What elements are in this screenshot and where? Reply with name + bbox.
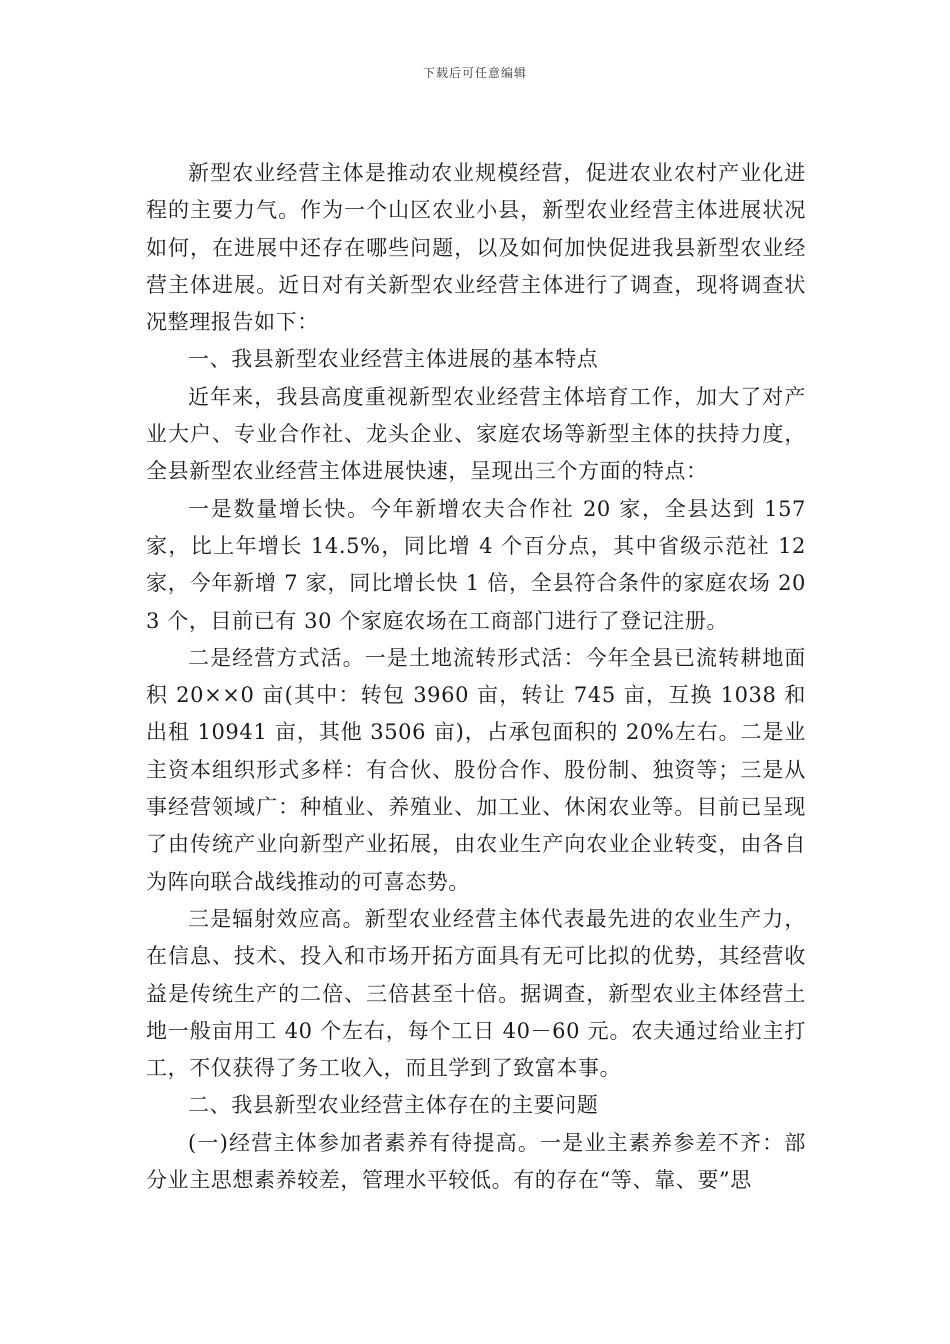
paragraph-point-2: 二是经营方式活。一是土地流转形式活：今年全县已流转耕地面积 20××0 亩(其中：转包 3960 亩，转让 745 亩，互换 1038 和出租 10941 亩，其他 3506 亩)，占承包面积的 20%左右。二是业主资本组织形式多样：有合伙、股份合作、股份制、独资等；三是从事经营领域广：种植业、养殖业、加工业、休闲农业等。目前已呈现了由传统产业向新型产业拓展，由农业生产向农业企业转变，由各自为阵向联合战线推动的可喜态势。 <box>146 645 806 894</box>
section-heading-1: 一、我县新型农业经营主体进展的基本特点 <box>188 347 599 372</box>
paragraph-point-3: 三是辐射效应高。新型农业经营主体代表最先进的农业生产力，在信息、技术、投入和市场开拓方面具有无可比拟的优势，其经营收益是传统生产的二倍、三倍甚至十倍。据调查，新型农业主体经营土地一般亩用工 40 个左右，每个工日 40－60 元。农夫通过给业主打工，不仅获得了务工收入，而且学到了致富本事。 <box>146 906 806 1081</box>
document-body <box>146 155 806 1199</box>
paragraph-point-1: 一是数量增长快。今年新增农夫合作社 20 家，全县达到 157 家，比上年增长 14.5%，同比增 4 个百分点，其中省级示范社 12 家，今年新增 7 家，同比增长快 1 倍，全县符合条件的家庭农场 203 个，目前已有 30 个家庭农场在工商部门进行了登记注册。 <box>146 496 806 633</box>
section-heading-2: 二、我县新型农业经营主体存在的主要问题 <box>188 1093 599 1118</box>
page-header-note: 下载后可任意编辑 <box>422 66 527 80</box>
paragraph-problem-1: (一)经营主体参加者素养有待提高。一是业主素养参差不齐：部分业主思想素养较差，管理水平较低。有的存在“等、靠、要”思 <box>146 1130 806 1193</box>
paragraph-overview: 近年来，我县高度重视新型农业经营主体培育工作，加大了对产业大户、专业合作社、龙头企业、家庭农场等新型主体的扶持力度，全县新型农业经营主体进展快速，呈现出三个方面的特点： <box>146 384 806 484</box>
paragraph-intro: 新型农业经营主体是推动农业规模经营，促进农业农村产业化进程的主要力气。作为一个山区农业小县，新型农业经营主体进展状况如何，在进展中还存在哪些问题，以及如何加快促进我县新型农业经营主体进展。近日对有关新型农业经营主体进行了调查，现将调查状况整理报告如下： <box>146 161 806 335</box>
